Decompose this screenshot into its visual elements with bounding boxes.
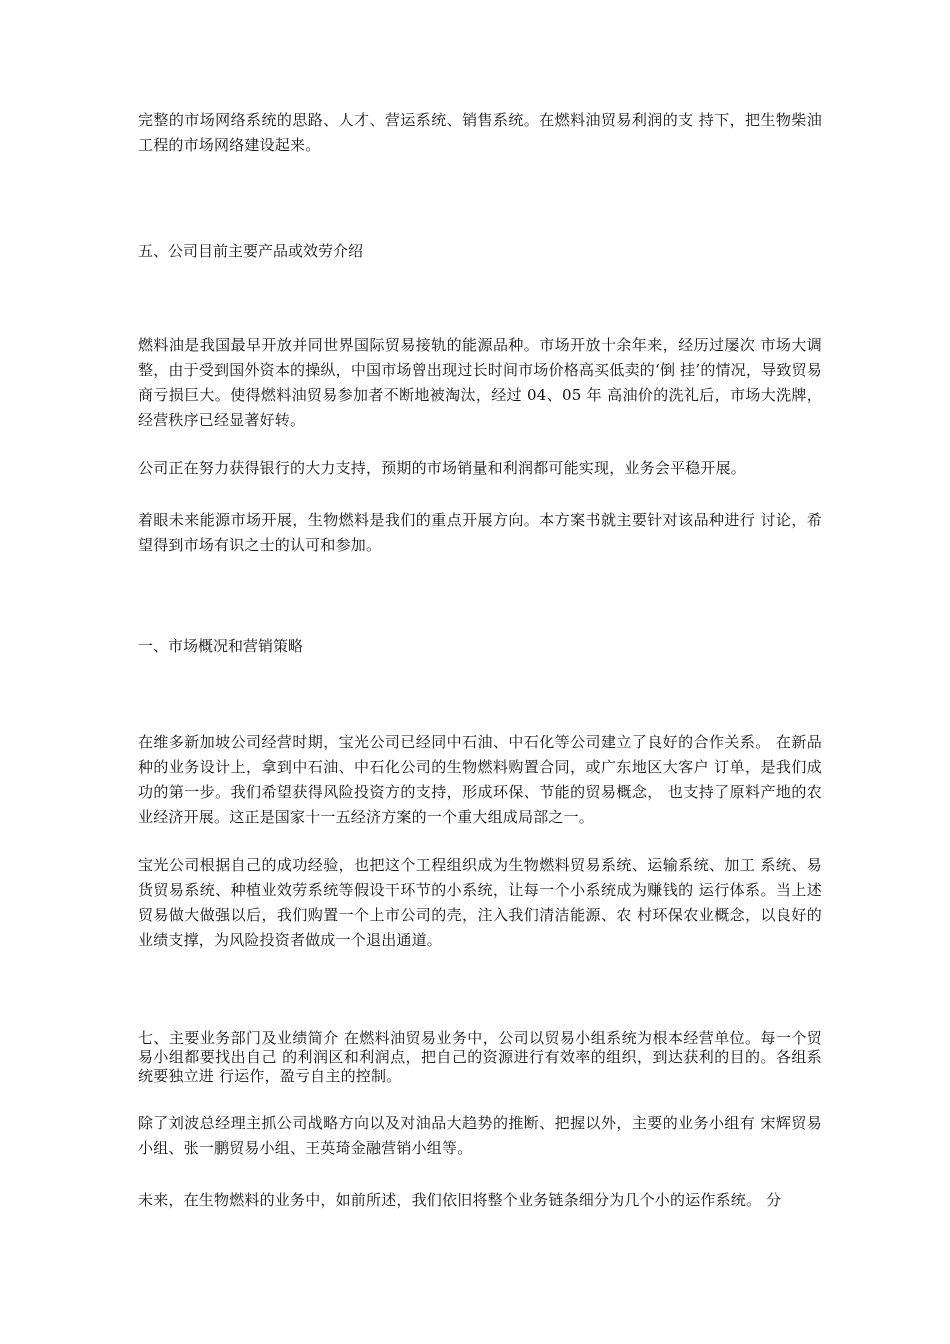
paragraph-fuel-oil: 燃料油是我国最早开放并同世界国际贸易接轨的能源品种。市场开放十余年来，经历过屡次 市场大调整，由于受到国外资本的操纵，中国市场曾出现过长时间市场价格高买低卖的‘倒 挂’的情况，导致贸易商亏损巨大。使得燃料油贸易参加者不断地被淘汰，经过 04、05 年 高油价的洗礼后，市场大洗牌，经营秩序已经显著好转。 [138,336,822,429]
paragraph-business-groups: 除了刘波总经理主抓公司战略方向以及对油品大趋势的推断、把握以外，主要的业务小组有 宋辉贸易小组、张一鹏贸易小组、王英琦金融营销小组等。 [138,1114,822,1157]
paragraph-section-7: 七、主要业务部门及业绩简介 在燃料油贸易业务中，公司以贸易小组系统为根本经营单位。每一个贸易小组都要找出自己 的利润区和利润点，把自己的资源进行有效率的组织，到达获利的目的。各组系统要独立进 行运作，盈亏自主的控制。 [138,1029,822,1085]
paragraph-future-direction: 着眼未来能源市场开展，生物燃料是我们的重点开展方向。本方案书就主要针对该品种进行 讨论，希望得到市场有识之士的认可和参加。 [138,511,822,554]
section-heading-1: 一、市场概况和营销策略 [138,637,304,655]
paragraph-bank-support: 公司正在努力获得银行的大力支持，预期的市场销量和利润都可能实现，业务会平稳开展。 [138,459,747,477]
paragraph-baoguang: 宝光公司根据自己的成功经验，也把这个工程组织成为生物燃料贸易系统、运输系统、加工 系统、易货贸易系统、种植业效劳系统等假设干环节的小系统，让每一个小系统成为赚钱的 运行体系。当上述贸易做大做强以后，我们购置一个上市公司的壳，注入我们清洁能源、农 村环保农业概念，以良好的业绩支撑，为风险投资者做成一个退出通道。 [138,856,822,949]
paragraph-future-business: 未来，在生物燃料的业务中，如前所述，我们依旧将整个业务链条细分为几个小的运作系统。 分 [138,1191,782,1209]
paragraph-singapore: 在维多新加坡公司经营时期，宝光公司已经同中石油、中石化等公司建立了良好的合作关系。 在新品种的业务设计上，拿到中石油、中石化公司的生物燃料购置合同，或广东地区大客户 订单，是我们成功的第一步。我们希望获得风险投资方的支持，形成环保、节能的贸易概念， 也支持了原料产地的农业经济开展。这正是国家十一五经济方案的一个重大组成局部之一。 [138,733,822,826]
section-heading-5: 五、公司目前主要产品或效劳介绍 [138,242,364,260]
paragraph-intro: 完整的市场网络系统的思路、人才、营运系统、销售系统。在燃料油贸易利润的支 持下，把生物柴油工程的市场网络建设起来。 [138,111,822,154]
